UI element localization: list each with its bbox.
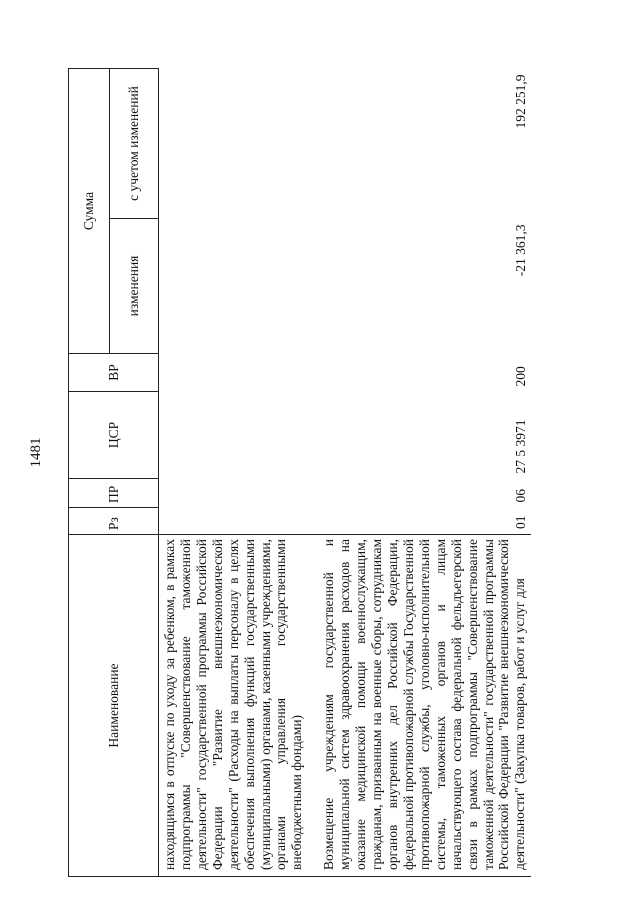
header-name: Наименование	[69, 535, 159, 877]
header-total: с учетом изменений	[110, 69, 159, 219]
header-csr: ЦСР	[69, 392, 159, 479]
header-rz: Рз	[69, 508, 159, 535]
table-row	[159, 69, 309, 877]
row-total: 192 251,9	[513, 74, 529, 129]
row-pr	[159, 479, 309, 508]
budget-table	[68, 68, 531, 877]
row-csr	[159, 392, 309, 479]
row-rz: 01	[513, 515, 529, 529]
row-change	[159, 219, 309, 354]
row-total	[159, 69, 309, 219]
table-row	[318, 69, 531, 877]
row-csr: 27 5 3971	[513, 419, 529, 474]
header-change: изменения	[110, 219, 159, 354]
row-name: находящимся в отпуске по уходу за ребенком, в рамках подпрограммы "Совершенствование таможенной деятельности" государственной программы Российской Федерации "Развитие внешнеэкономической деятельности" (Расходы на выплаты персоналу в целях обеспечения выполнения функций государственными (муниципальными) органами, казенными учреждениями, органами управления государственными внебюджетными фондами)	[159, 535, 309, 877]
header-sum: Сумма	[69, 69, 110, 354]
page-number: 1481	[28, 437, 44, 468]
row-name: Возмещение учреждениям государственной и муниципальной систем здравоохранения расходов на оказание медицинской помощи военнослужащим, гражданам, призванным на военные сборы, сотрудникам органов внутренних дел Российской Федерации, федеральной противопожарной службы Государственной противопожарной службы, уголовно-исполнительной системы, таможенных органов и лицам начальствующего состава федеральной фельдъегерской связи в рамках подпрограммы "Совершенствование таможенной деятельности" государственной программы Российской Федерации "Развитие внешнеэкономической деятельности" (Закупка товаров, работ и услуг для	[318, 535, 531, 877]
row-vr: 200	[513, 366, 529, 387]
row-rz	[159, 508, 309, 535]
row-spacer	[308, 69, 318, 877]
header-pr: ПР	[69, 479, 159, 508]
header-vr: ВР	[69, 354, 159, 392]
row-pr: 06	[513, 489, 529, 503]
row-vr	[159, 354, 309, 392]
row-change: -21 361,3	[513, 224, 529, 277]
table-header	[69, 69, 159, 877]
